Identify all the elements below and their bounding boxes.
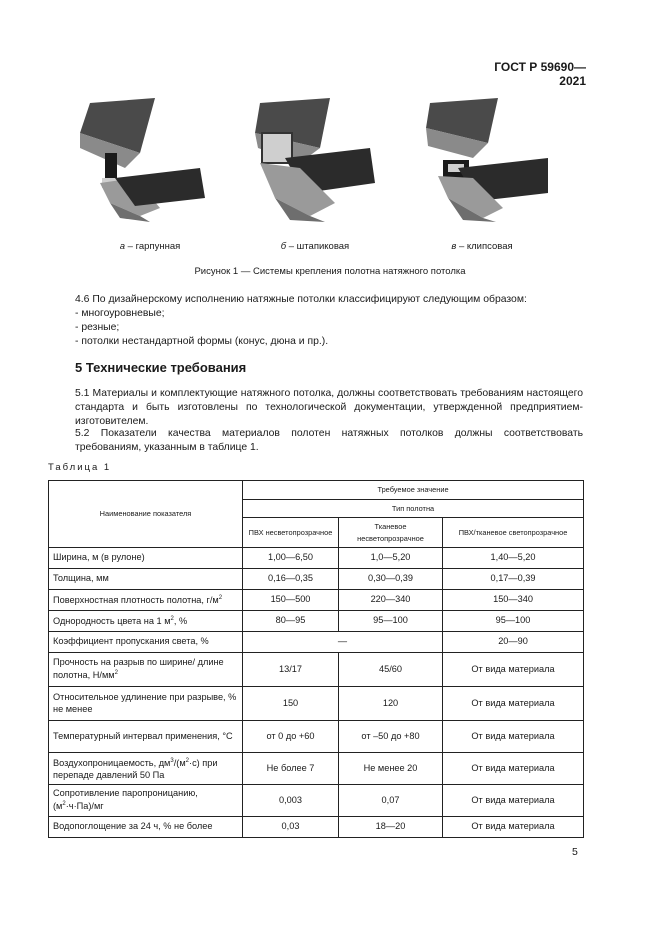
header-type: Тип полотна bbox=[243, 500, 584, 518]
table-row: Прочность на разрыв по ширине/ длине полотна, $Н/мм^2$ 13/17 45/60 От вида материала bbox=[49, 653, 584, 687]
table-row: Ширина, м (в рулоне) 1,00—6,50 1,0—5,20 1,40—5,20 bbox=[49, 548, 584, 569]
figure-title: Рисунок 1 — Системы крепления полотна натяжного потолка bbox=[194, 266, 466, 277]
requirements-table bbox=[48, 480, 584, 838]
list-item: - потолки нестандартной формы (конус, дюна и пр.). bbox=[75, 336, 329, 347]
table-row: Толщина, мм 0,16—0,35 0,30—0,39 0,17—0,39 bbox=[49, 569, 584, 590]
table-row: Сопротивление паропроницанию, $(м^2\cdot ч\cdot Па)/мг$ 0,003 0,07 От вида материала bbox=[49, 785, 584, 817]
section-heading: 5 Технические требования bbox=[75, 360, 247, 375]
page-number: 5 bbox=[572, 846, 578, 858]
header-name-column: Наименование показателя bbox=[49, 481, 243, 548]
table-row: Однородность цвета на 1 $м^2$, % 80—95 95—100 95—100 bbox=[49, 611, 584, 632]
table-row: Относительное удлинение при разрыве, % не менее 150 120 От вида материала bbox=[49, 687, 584, 721]
header-col-pvc: ПВХ несветопрозрачное bbox=[243, 518, 339, 548]
document-code: ГОСТ Р 59690—2021 bbox=[494, 60, 586, 88]
caption-c: в – клипсовая bbox=[451, 241, 513, 252]
table-row: Температурный интервал применения, °С от 0 до +60 от –50 до +80 От вида материала bbox=[49, 721, 584, 753]
table-label: Таблица 1 bbox=[48, 462, 112, 473]
paragraph-5-2: 5.2 Показатели качества материалов полотен натяжных потолков должны соответствовать требованиям, указанным в таблице 1. bbox=[75, 428, 583, 453]
table-row: Воздухопроницаемость, $дм^3/(м^2\cdot с)$ при перепаде давлений 50 Па Не более 7 Не менее 20 От вида материала bbox=[49, 753, 584, 785]
figure-shtapik-drawing bbox=[250, 98, 400, 223]
header-required: Требуемое значение bbox=[243, 481, 584, 500]
figure-clip-drawing bbox=[418, 98, 568, 223]
table-row: Водопоглощение за 24 ч, % не более 0,03 18—20 От вида материала bbox=[49, 817, 584, 838]
table-row: Коэффициент пропускания света, % — 20—90 bbox=[49, 632, 584, 653]
section-4-6-intro: 4.6 По дизайнерскому исполнению натяжные потолки классифицируют следующим образом: bbox=[75, 294, 527, 305]
caption-a: а – гарпунная bbox=[119, 241, 181, 252]
list-item: - многоуровневые; bbox=[75, 308, 165, 319]
header-col-fabric: Тканевое несветопрозрачное bbox=[339, 518, 443, 548]
caption-b: б – штапиковая bbox=[280, 241, 350, 252]
figure-harpoon-drawing bbox=[80, 98, 230, 223]
table-row: Поверхностная плотность полотна, $г/м^2$ 150—500 220—340 150—340 bbox=[49, 590, 584, 611]
header-col-translucent: ПВХ/тканевое светопрозрачное bbox=[443, 518, 584, 548]
paragraph-5-1: 5.1 Материалы и комплектующие натяжного потолка, должны соответствовать требованиям настоящего стандарта и быть изготовлены по технологической документации, утвержденной предприятием-изготовителем. bbox=[75, 388, 583, 427]
list-item: - резные; bbox=[75, 322, 120, 333]
